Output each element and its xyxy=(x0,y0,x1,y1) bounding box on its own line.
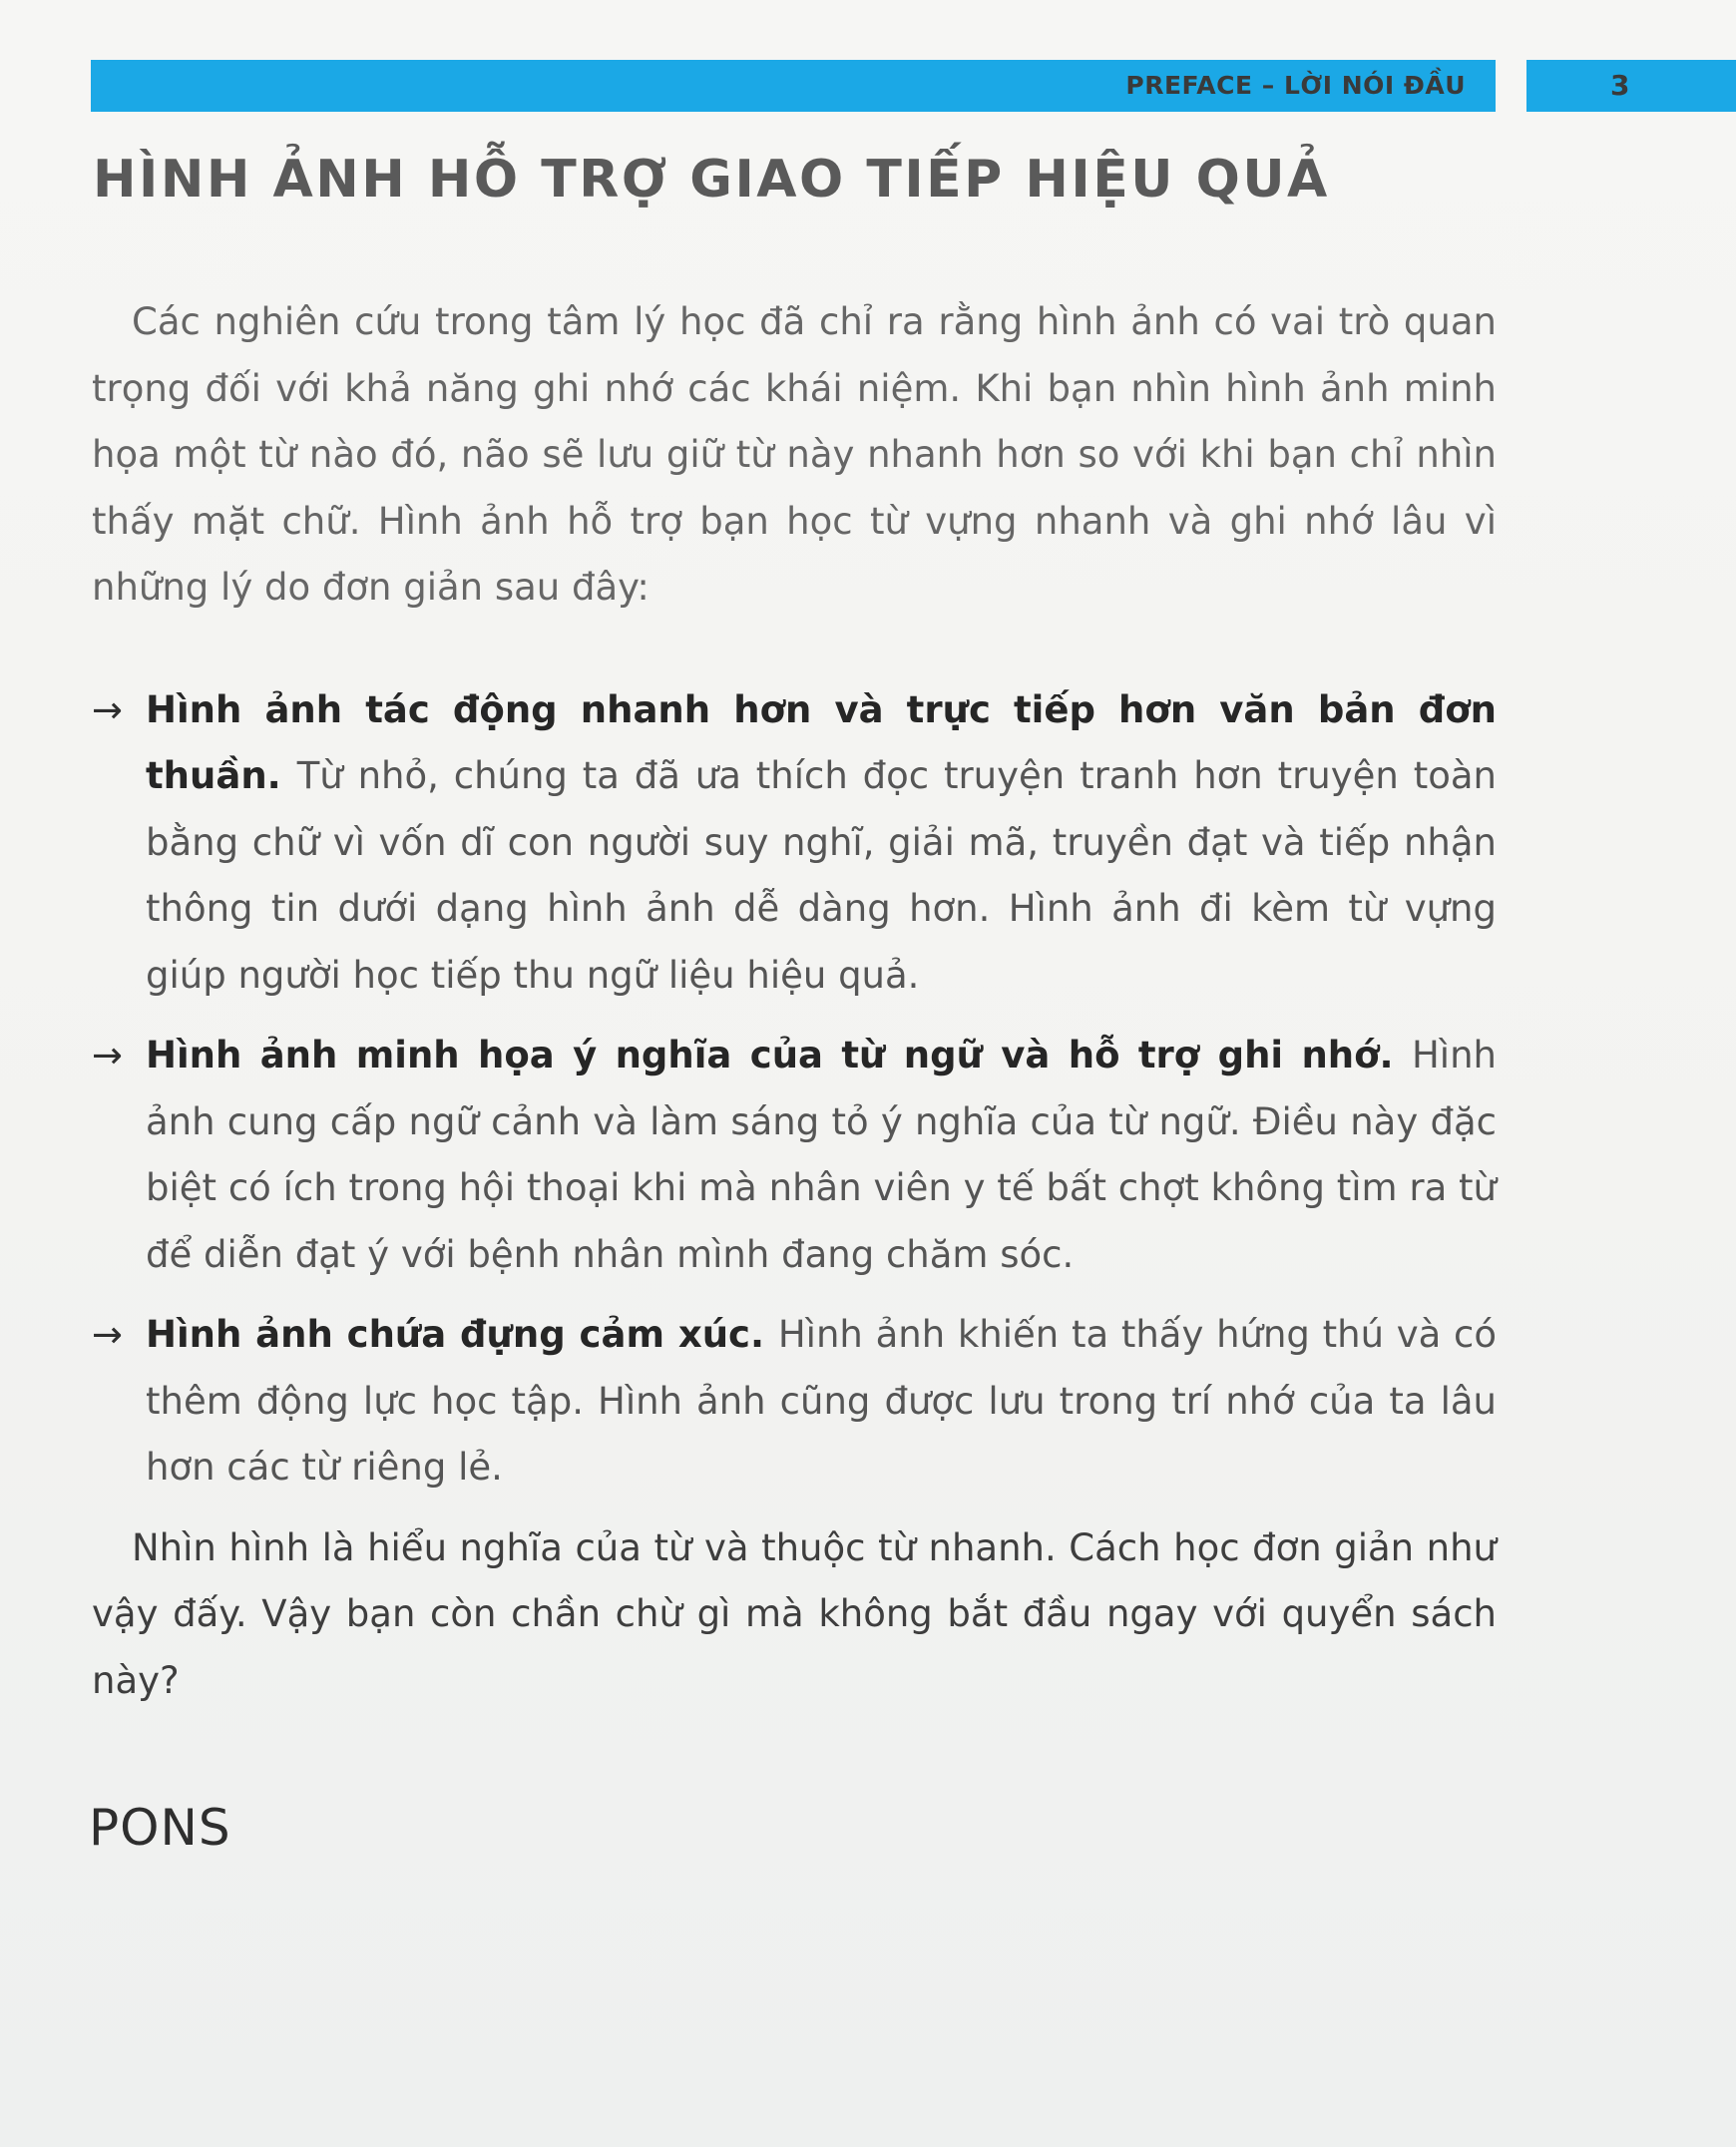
running-header-bar xyxy=(91,60,1496,112)
arrow-right-icon: → xyxy=(92,1034,124,1076)
page-title: HÌNH ẢNH HỖ TRỢ GIAO TIẾP HIỆU QUẢ xyxy=(93,150,1330,210)
arrow-right-icon: → xyxy=(92,687,124,731)
reason-item xyxy=(92,1302,1497,1502)
arrow-right-icon: → xyxy=(92,1313,124,1356)
reason-body: Từ nhỏ, chúng ta đã ưa thích đọc truyện tranh hơn truyện toàn bằng chữ vì vốn dĩ con người suy nghĩ, giải mã, truyền đạt và tiếp nhận thông tin dưới dạng hình ảnh dễ dàng hơn. Hình ảnh đi kèm từ vựng giúp người học tiếp thu ngữ liệu hiệu quả. xyxy=(146,754,1497,997)
page-number-tab xyxy=(1526,60,1736,112)
reason-heading: Hình ảnh minh họa ý nghĩa của từ ngữ và hỗ trợ ghi nhớ. xyxy=(146,1034,1412,1076)
reason-item xyxy=(92,1023,1497,1288)
closing-paragraph: Nhìn hình là hiểu nghĩa của từ và thuộc từ nhanh. Cách học đơn giản như vậy đấy. Vậy bạn còn chần chừ gì mà không bắt đầu ngay với quyển sách này? xyxy=(92,1525,1497,1702)
body-content xyxy=(92,289,1497,1714)
page-number: 3 xyxy=(1610,69,1630,102)
running-header-section: PREFACE – LỜI NÓI ĐẦU xyxy=(1125,71,1466,100)
reason-item xyxy=(92,677,1497,1010)
intro-paragraph: Các nghiên cứu trong tâm lý học đã chỉ ra rằng hình ảnh có vai trò quan trọng đối với khả năng ghi nhớ các khái niệm. Khi bạn nhìn hình ảnh minh họa một từ nào đó, não sẽ lưu giữ từ này nhanh hơn so với khi bạn chỉ nhìn thấy mặt chữ. Hình ảnh hỗ trợ bạn học từ vựng nhanh và ghi nhớ lâu vì những lý do đơn giản sau đây: xyxy=(92,300,1497,609)
reason-list xyxy=(92,677,1497,1502)
signature-pons: PONS xyxy=(89,1799,231,1857)
reason-body: Hình ảnh cung cấp ngữ cảnh và làm sáng tỏ ý nghĩa của từ ngữ. Điều này đặc biệt có ích trong hội thoại khi mà nhân viên y tế bất chợt không tìm ra từ để diễn đạt ý với bệnh nhân mình đang chăm sóc. xyxy=(146,1034,1497,1276)
reason-heading: Hình ảnh chứa đựng cảm xúc. xyxy=(146,1313,778,1356)
reason-body: Hình ảnh khiến ta thấy hứng thú và có thêm động lực học tập. Hình ảnh cũng được lưu trong trí nhớ của ta lâu hơn các từ riêng lẻ. xyxy=(146,1313,1497,1489)
reason-heading: Hình ảnh tác động nhanh hơn và trực tiếp hơn văn bản đơn thuần. xyxy=(146,687,1497,797)
